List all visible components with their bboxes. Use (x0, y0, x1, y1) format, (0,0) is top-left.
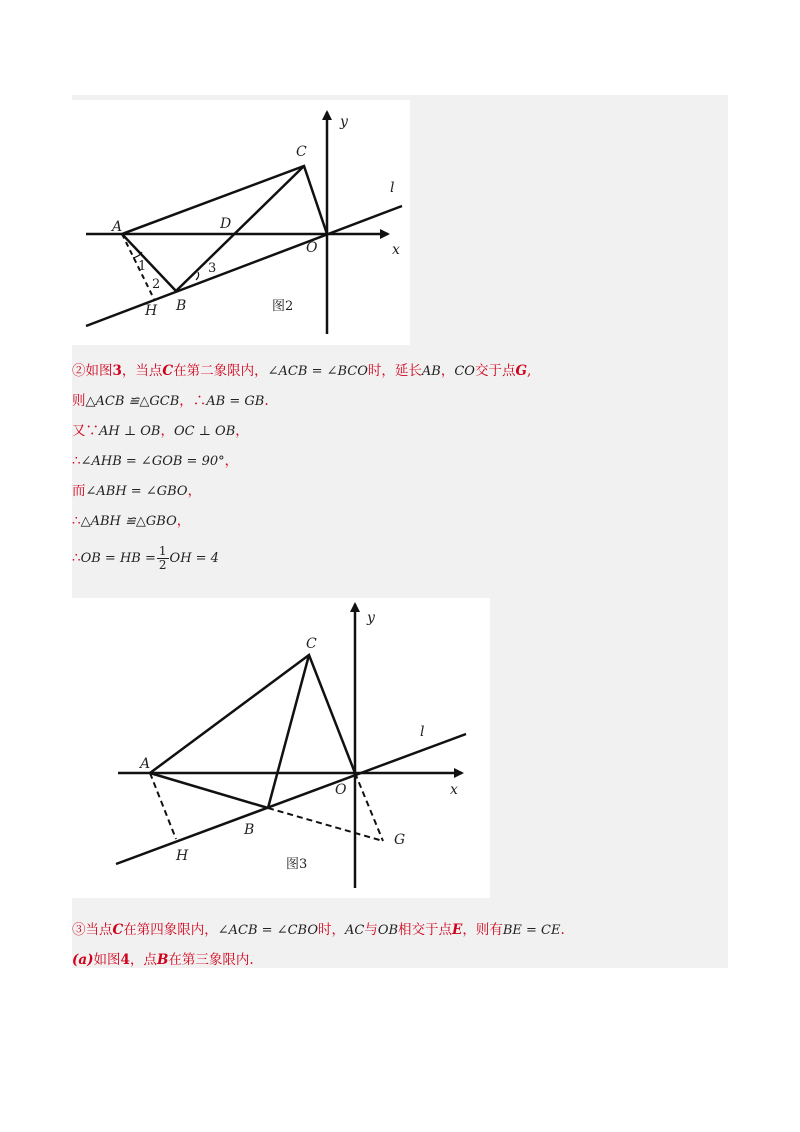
label-angle-3: 3 (208, 261, 217, 276)
line-l (116, 734, 466, 864)
text-line-5: 而∠ABH = ∠GBO， (72, 483, 202, 499)
segment-ab (122, 234, 176, 291)
figure-2-svg (72, 100, 410, 345)
label-a: A (112, 219, 123, 235)
label-o: O (335, 782, 347, 798)
segment-ab (150, 773, 268, 808)
label-angle-1: 1 (138, 259, 147, 274)
segment-bc (176, 166, 304, 291)
label-d: D (220, 216, 232, 232)
figure-2 (72, 100, 410, 345)
label-g: G (394, 832, 406, 848)
label-h: H (176, 848, 189, 864)
text-line-7: ∴OB = HB = $\frac{1}{2}$ OH = 4 (72, 544, 219, 572)
segment-ac-co (150, 655, 355, 773)
label-a: A (140, 756, 151, 772)
label-c: C (296, 144, 307, 160)
figure-3 (72, 598, 490, 898)
label-y: y (340, 114, 348, 130)
text-line-9: (a)如图4，点B在第三象限内. (72, 952, 254, 968)
label-l: l (420, 724, 425, 740)
label-y: y (367, 610, 375, 626)
label-x: x (450, 782, 458, 798)
label-o: O (306, 240, 318, 256)
label-b: B (244, 822, 255, 838)
text-line-8: ③当点C在第四象限内，∠ACB = ∠CBO时，AC与OB相交于点E，则有BE = CE. (72, 922, 565, 938)
segment-bc (268, 655, 309, 808)
label-angle-2: 2 (152, 277, 161, 292)
text-line-2: 则△ACB ≌△GCB，∴AB = GB. (72, 393, 269, 409)
label-l: l (390, 180, 395, 196)
label-h: H (145, 303, 158, 319)
segment-bg-dashed (268, 808, 383, 841)
text-line-1: ②如图3，当点C在第二象限内，∠ACB = ∠BCO时，延长AB，CO交于点G, (72, 363, 532, 379)
figure-2-caption: 图2 (272, 299, 294, 314)
label-x: x (392, 242, 400, 258)
label-b: B (176, 298, 187, 314)
figure-3-caption: 图3 (286, 857, 308, 872)
text-line-4: ∴∠AHB = ∠GOB = 90°， (72, 453, 239, 469)
segment-og-dashed (355, 773, 383, 841)
angle-arc-3 (196, 272, 199, 280)
text-line-6: ∴△ABH ≌△GBO， (72, 513, 191, 529)
figure-3-svg (72, 598, 490, 898)
segment-ah-dashed (150, 773, 176, 839)
fraction-one-half: $\frac{1}{2}$ (158, 544, 167, 572)
text-line-3: 又∵AH ⊥ OB，OC ⊥ OB， (72, 423, 249, 439)
label-c: C (306, 636, 317, 652)
